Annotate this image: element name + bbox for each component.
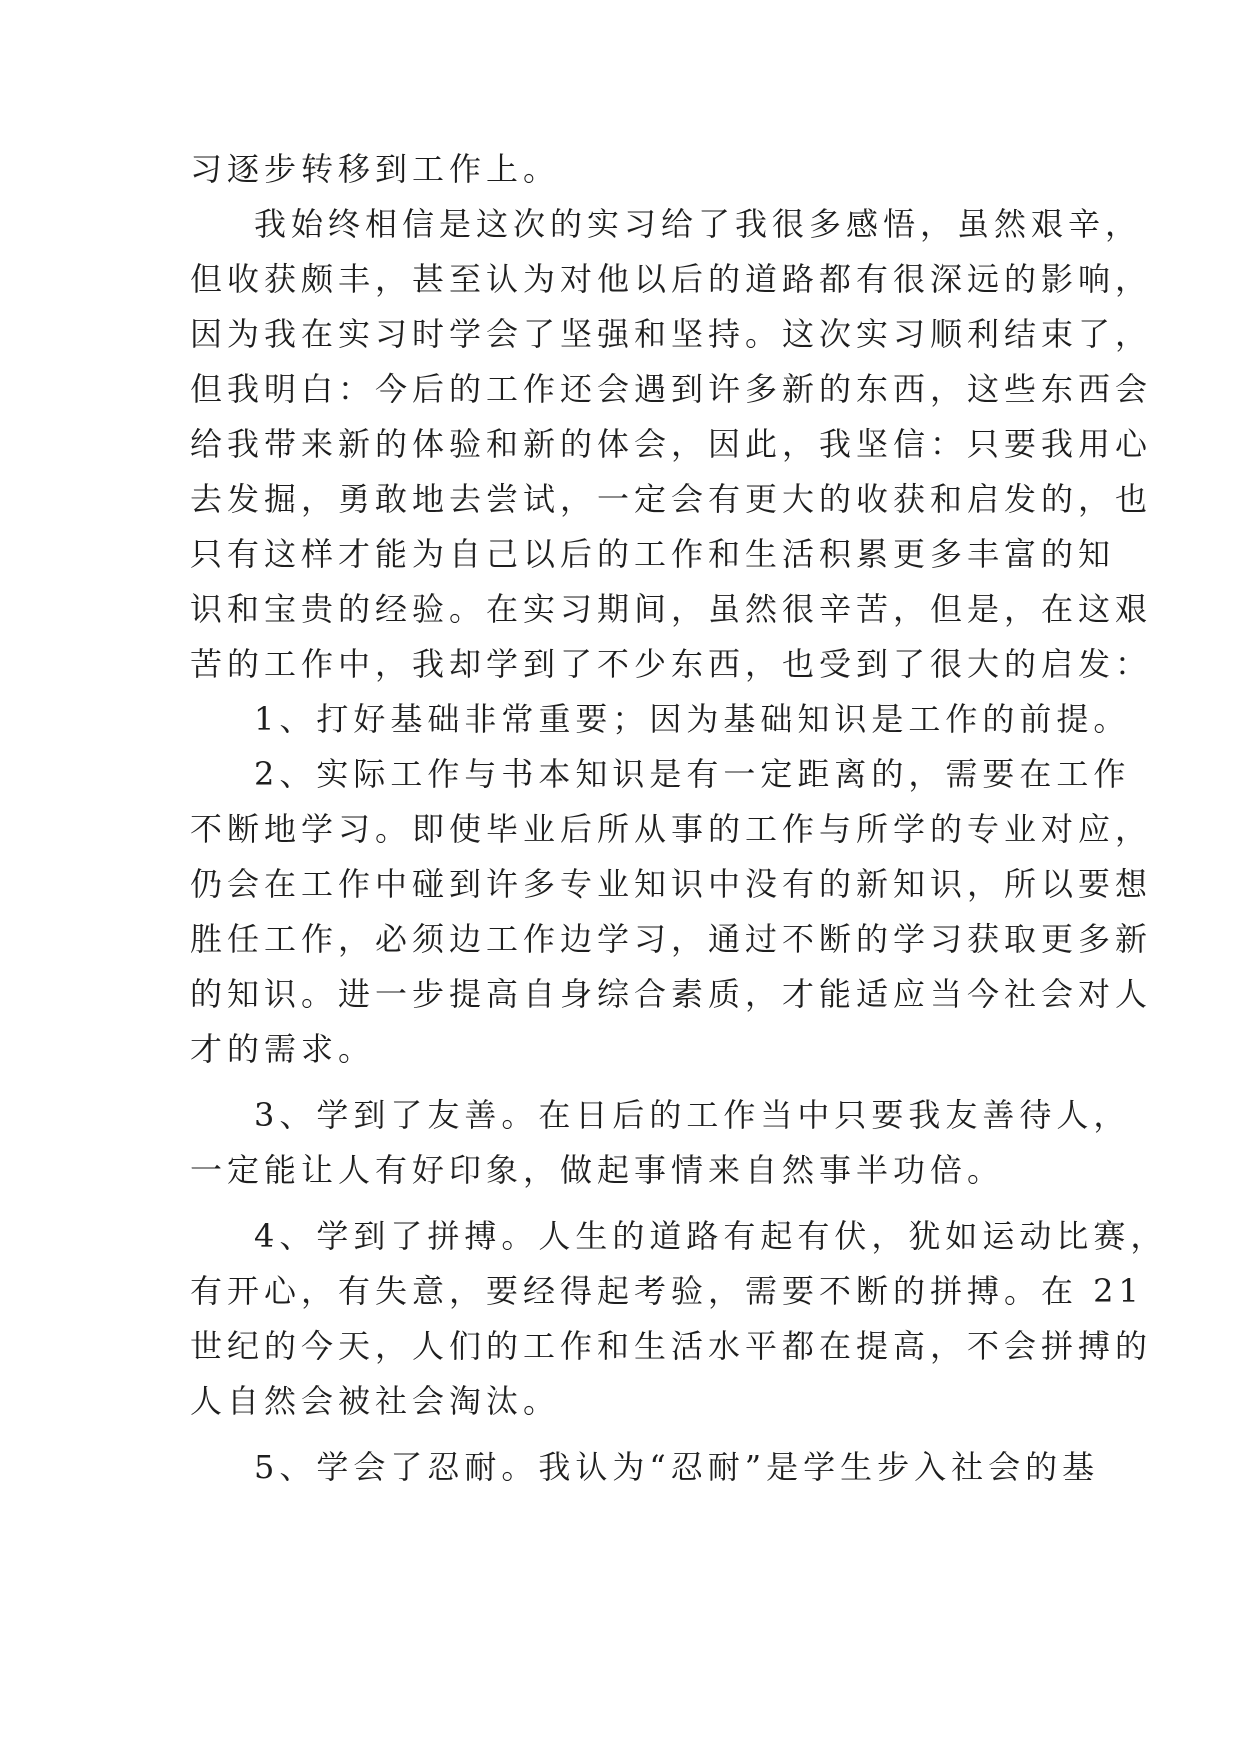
list-item-3: 3、学到了友善。在日后的工作当中只要我友善待人， bbox=[254, 1096, 1131, 1134]
text-line: 苦的工作中，我却学到了不少东西，也受到了很大的启发： bbox=[190, 645, 1153, 683]
text-line: 因为我在实习时学会了坚强和坚持。这次实习顺利结束了， bbox=[190, 315, 1153, 353]
text-line: 但收获颇丰，甚至认为对他以后的道路都有很深远的影响， bbox=[190, 260, 1153, 298]
text-line: 给我带来新的体验和新的体会，因此，我坚信：只要我用心 bbox=[190, 425, 1153, 463]
list-item-5: 5、学会了忍耐。我认为“忍耐”是学生步入社会的基 bbox=[254, 1448, 1100, 1486]
text-line: 习逐步转移到工作上。 bbox=[190, 150, 561, 188]
text-line: 不断地学习。即使毕业后所从事的工作与所学的专业对应， bbox=[190, 810, 1153, 848]
text-line: 只有这样才能为自己以后的工作和生活积累更多丰富的知 bbox=[190, 535, 1116, 573]
text-line: 但我明白：今后的工作还会遇到许多新的东西，这些东西会 bbox=[190, 370, 1153, 408]
text-line: 识和宝贵的经验。在实习期间，虽然很辛苦，但是，在这艰 bbox=[190, 590, 1153, 628]
paragraph-first-line: 我始终相信是这次的实习给了我很多感悟，虽然艰辛， bbox=[254, 205, 1143, 243]
text-line: 人自然会被社会淘汰。 bbox=[190, 1382, 561, 1420]
text-line: 胜任工作，必须边工作边学习，通过不断的学习获取更多新 bbox=[190, 920, 1153, 958]
text-line: 去发掘，勇敢地去尝试，一定会有更大的收获和启发的，也 bbox=[190, 480, 1153, 518]
list-item-2: 2、实际工作与书本知识是有一定距离的，需要在工作 bbox=[254, 755, 1131, 793]
text-line: 仍会在工作中碰到许多专业知识中没有的新知识，所以要想 bbox=[190, 865, 1153, 903]
text-line: 世纪的今天，人们的工作和生活水平都在提高，不会拼搏的 bbox=[190, 1327, 1153, 1365]
text-line: 的知识。进一步提高自身综合素质，才能适应当今社会对人 bbox=[190, 975, 1153, 1013]
list-item-1: 1、打好基础非常重要；因为基础知识是工作的前提。 bbox=[254, 700, 1131, 738]
text-line: 一定能让人有好印象，做起事情来自然事半功倍。 bbox=[190, 1151, 1005, 1189]
list-item-4: 4、学到了拼搏。人生的道路有起有伏，犹如运动比赛， bbox=[254, 1217, 1168, 1255]
text-line: 有开心，有失意，要经得起考验，需要不断的拼搏。在 21 bbox=[190, 1272, 1144, 1310]
text-line: 才的需求。 bbox=[190, 1030, 376, 1068]
